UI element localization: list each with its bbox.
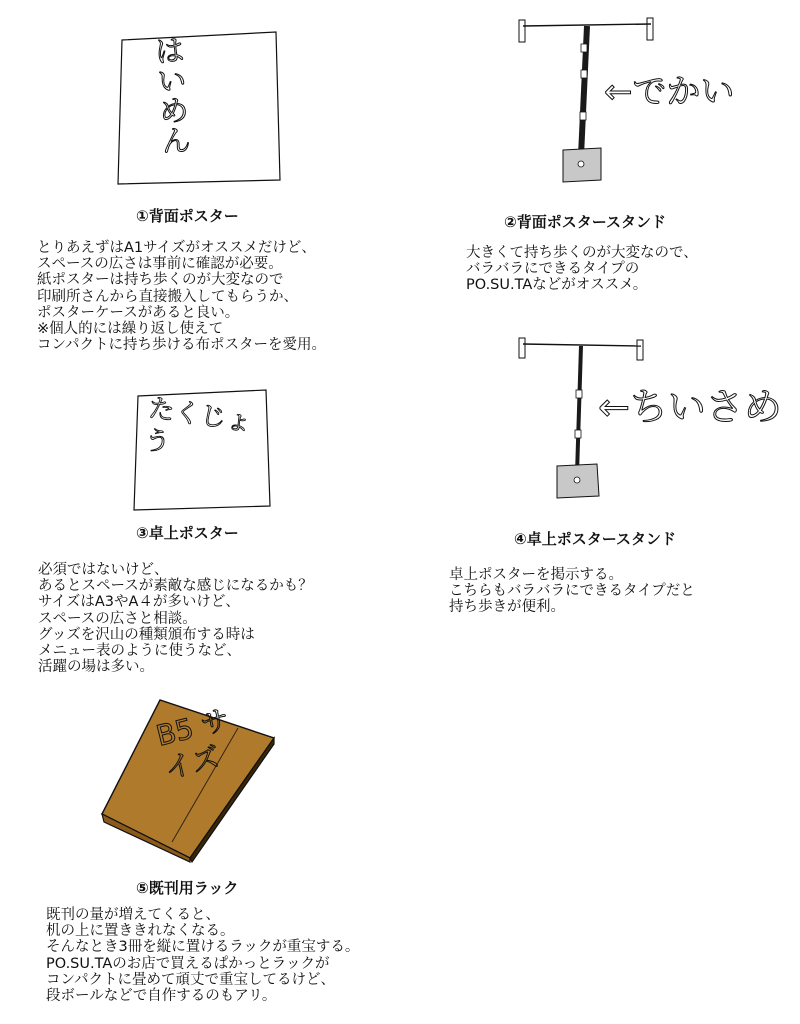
section-5-body: 既刊の量が増えてくると、 机の上に置ききれなくなる。 そんなとき3冊を縦に置けるラックが重宝する。 PO.SU.TAのお店で買えるぱかっとラックが コンパクトに畳めて頑丈で重宝してるけど、 段ボールなどで自作するのもアリ。 [46,907,360,1005]
section-1-body: とりあえずはA1サイズがオススメだけど、 スペースの広さは事前に確認が必要。 紙ポスターは持ち歩くのが大変なので 印刷所さんから直接搬入してもらうか、 ポスターケースがあると良い。 ※個人的には繰り返し使えて コンパクトに持ち歩ける布ポスターを愛用。 [37,240,326,354]
section-2-heading: ②背面ポスタースタンド [504,213,666,231]
rack-handwritten-label: B5 サイズ [152,702,233,786]
stand-large-handwritten-label: ←でかい [604,72,735,112]
section-4-body: 卓上ポスターを掲示する。 こちらもバラバラにできるタイプだと 持ち歩きが便利。 [449,567,695,616]
section-3-body: 必須ではないけど、 あるとスペースが素敵な感じになるかも？ サイズはA3やA４が多いけど、 スペースの広さと相談。 グッズを沢山の種類頒布する時は メニュー表のように使うなど、 活躍の場は多い。 [38,562,313,676]
section-5-heading: ⑤既刊用ラック [136,879,239,897]
section-4-heading: ④卓上ポスタースタンド [514,530,676,548]
section-2-body: 大きくて持ち歩くのが大変なので、 バラバラにできるタイプの PO.SU.TAなどがオススメ。 [466,245,698,294]
desk-poster-handwritten-label: たくじょう [142,393,254,459]
desk-stand-small-handwritten-label: ←ちいさめ [598,385,782,429]
section-1-heading: ①背面ポスター [136,207,239,225]
section-3-heading: ③卓上ポスター [136,524,239,542]
desk-stand-pole [577,346,581,474]
poster-handwritten-label: はいめん [147,33,192,157]
